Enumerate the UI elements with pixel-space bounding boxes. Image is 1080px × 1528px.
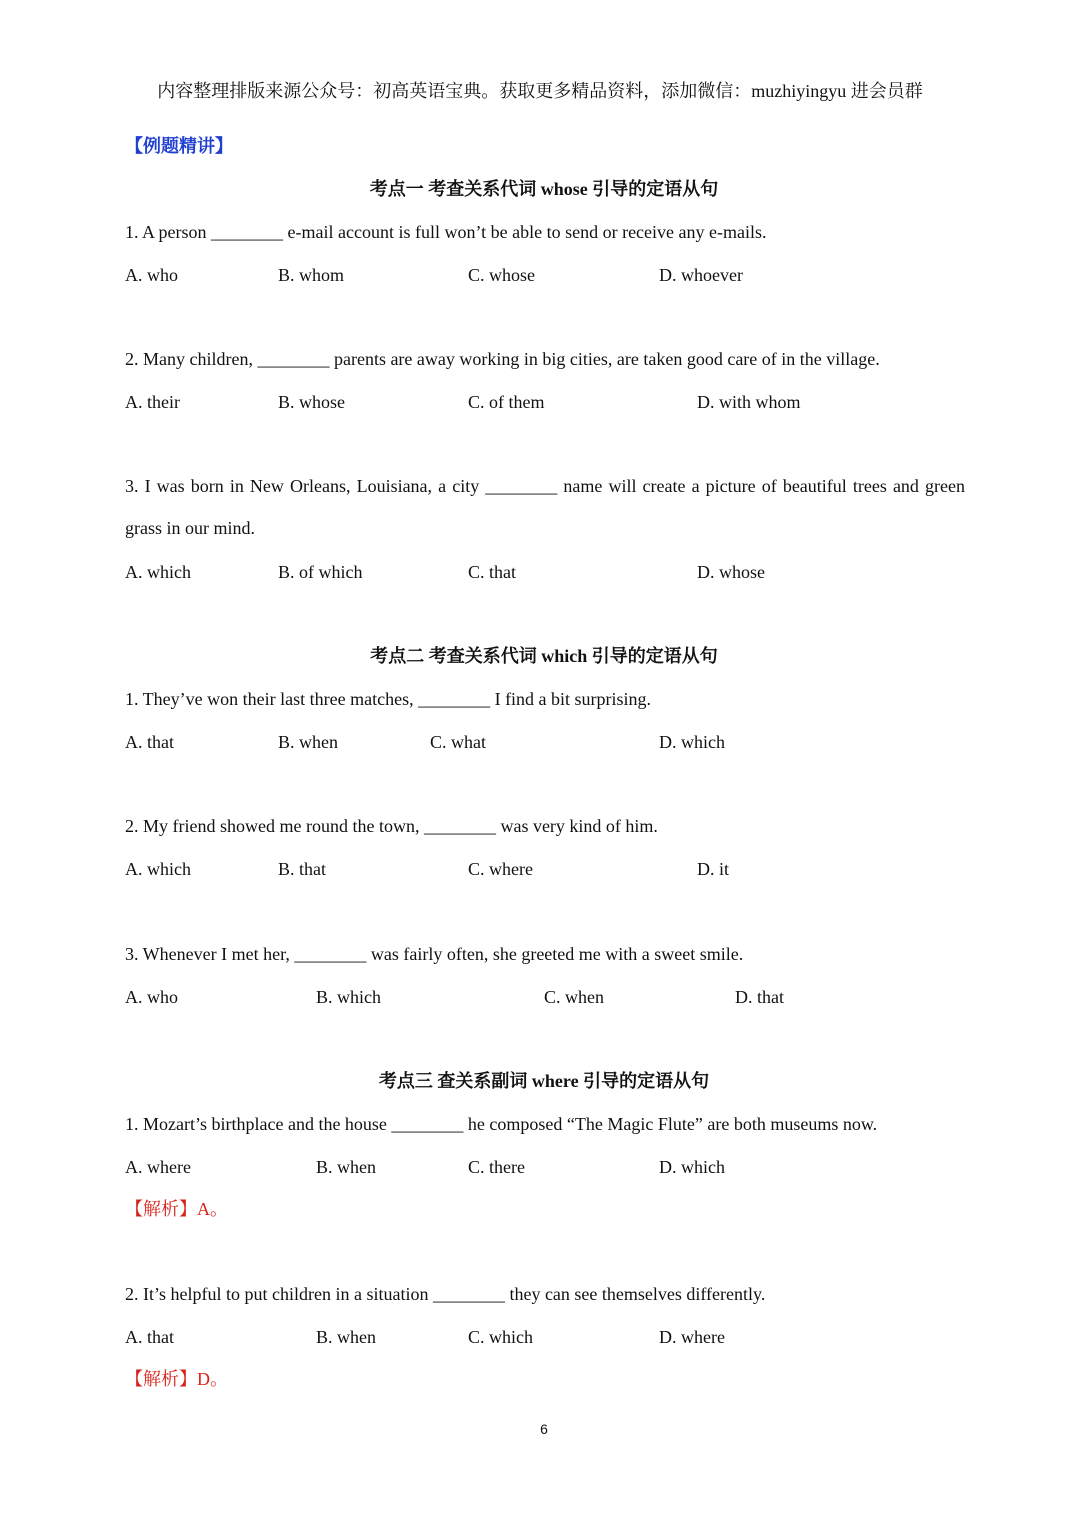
option-b: B. when [316,1157,376,1177]
option-a: A. who [125,987,178,1007]
option-b: B. whom [278,265,345,285]
option-a: A. that [125,732,174,752]
option-b: B. of which [278,562,363,582]
option-c: C. what [430,732,486,752]
question-stem: 3. I was born in New Orleans, Louisiana, a city ________ name will create a picture of beautiful trees and green grass in our mind. [125,476,965,538]
option-b: B. when [316,1327,376,1347]
option-b: B. when [278,732,338,752]
question-stem: 3. Whenever I met her, ________ was fairly often, she greeted me with a sweet smile. [125,944,744,964]
option-c: C. when [544,987,604,1007]
option-d: D. it [697,859,730,879]
option-d: D. which [659,732,725,752]
option-a: A. their [125,392,180,412]
option-a: A. that [125,1327,174,1347]
option-c: C. there [468,1157,525,1177]
question-stem: 2. My friend showed me round the town, ________ was very kind of him. [125,816,658,836]
question-stem: 1. Mozart’s birthplace and the house ________ he composed “The Magic Flute” are both museums now. [125,1114,878,1134]
option-c: C. that [468,562,516,582]
page-number: 6 [540,1421,548,1437]
section-heading: 考点二 考查关系代词 which 引导的定语从句 [370,646,718,666]
section-heading: 考点三 查关系副词 where 引导的定语从句 [378,1071,710,1091]
analysis-answer: 【解析】A。 [125,1199,228,1219]
option-a: A. who [125,265,178,285]
option-d: D. where [659,1327,725,1347]
question-stem: 1. They’ve won their last three matches, ________ I find a bit surprising. [125,689,652,709]
option-a: A. where [125,1157,191,1177]
option-d: D. which [659,1157,725,1177]
page-header: 内容整理排版来源公众号：初高英语宝典。获取更多精品资料，添加微信：muzhiyingyu 进会员群 [157,81,923,101]
option-c: C. of them [468,392,545,412]
section-title: 【例题精讲】 [125,136,233,156]
analysis-answer: 【解析】D。 [125,1369,228,1389]
option-d: D. whoever [659,265,743,285]
option-a: A. which [125,859,191,879]
option-b: B. whose [278,392,345,412]
question-stem: 1. A person ________ e-mail account is full won’t be able to send or receive any e-mails. [125,222,767,242]
option-d: D. whose [697,562,765,582]
option-d: D. that [735,987,784,1007]
option-c: C. where [468,859,533,879]
option-a: A. which [125,562,191,582]
option-b: B. that [278,859,326,879]
option-b: B. which [316,987,381,1007]
option-c: C. whose [468,265,535,285]
option-c: C. which [468,1327,533,1347]
option-d: D. with whom [697,392,801,412]
section-heading: 考点一 考查关系代词 whose 引导的定语从句 [369,179,719,199]
question-stem: 2. Many children, ________ parents are away working in big cities, are taken good care of in the village. [125,349,880,369]
question-stem: 2. It’s helpful to put children in a situation ________ they can see themselves differently. [125,1284,766,1304]
